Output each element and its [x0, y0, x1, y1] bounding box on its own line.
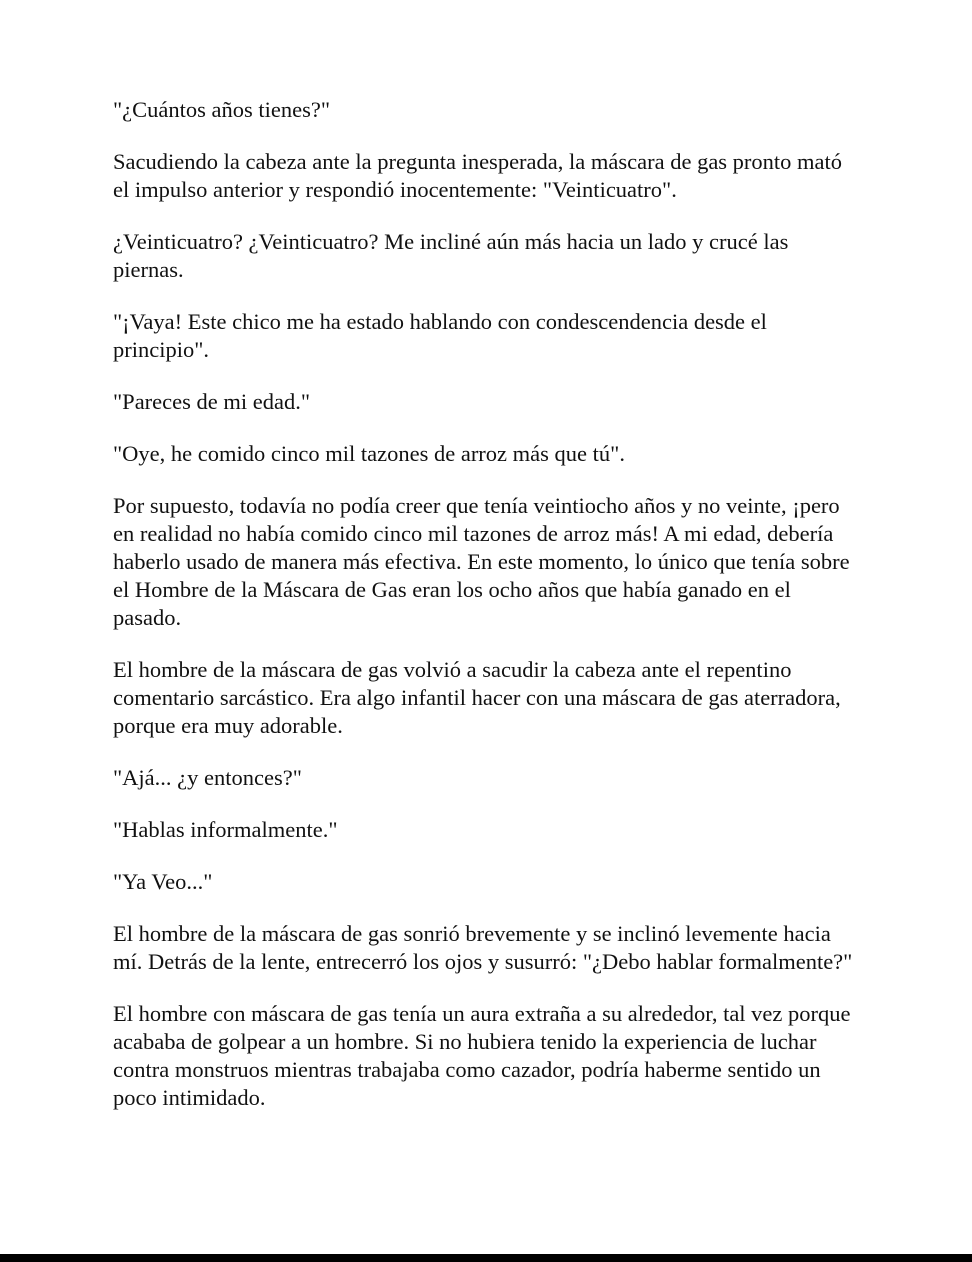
- paragraph: Por supuesto, todavía no podía creer que tenía veintiocho años y no veinte, ¡pero en realidad no había comido cinco mil tazones de arroz más! A mi edad, debería haberlo usado de manera más efectiva. En este momento, lo único que tenía sobre el Hombre de la Máscara de Gas eran los ocho años que había ganado en el pasado.: [113, 493, 850, 630]
- paragraph: "Oye, he comido cinco mil tazones de arroz más que tú".: [113, 441, 625, 466]
- paragraph: Sacudiendo la cabeza ante la pregunta inesperada, la máscara de gas pronto mató el impulso anterior y respondió inocentemente: "Veinticuatro".: [113, 149, 843, 202]
- paragraph: "Ya Veo...": [113, 869, 213, 894]
- paragraph: "¡Vaya! Este chico me ha estado hablando con condescendencia desde el principio".: [113, 309, 767, 362]
- paragraph: El hombre de la máscara de gas sonrió brevemente y se inclinó levemente hacia mí. Detrás de la lente, entrecerró los ojos y susurró: "¿Debo hablar formalmente?": [113, 921, 853, 974]
- paragraph: El hombre de la máscara de gas volvió a sacudir la cabeza ante el repentino comentario sarcástico. Era algo infantil hacer con una máscara de gas aterradora, porque era muy adorable.: [113, 657, 841, 738]
- paragraph: "¿Cuántos años tienes?": [113, 97, 331, 122]
- paragraph: ¿Veinticuatro? ¿Veinticuatro? Me incliné aún más hacia un lado y crucé las piernas.: [113, 229, 789, 282]
- bottom-edge-bar: [0, 1254, 972, 1262]
- paragraph: El hombre con máscara de gas tenía un aura extraña a su alrededor, tal vez porque acababa de golpear a un hombre. Si no hubiera tenido la experiencia de luchar contra monstruos mientras trabajaba como cazador, podría haberme sentido un poco intimidado.: [113, 1001, 851, 1110]
- paragraph: "Hablas informalmente.": [113, 817, 338, 842]
- paragraph: "Pareces de mi edad.": [113, 389, 311, 414]
- paragraph: "Ajá... ¿y entonces?": [113, 765, 302, 790]
- document-body: [113, 96, 858, 1136]
